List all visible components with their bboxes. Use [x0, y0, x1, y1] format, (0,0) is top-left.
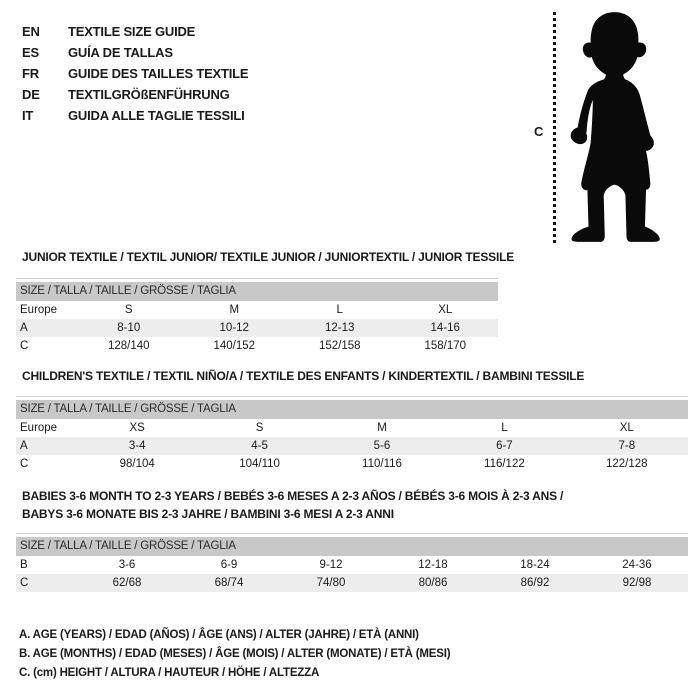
age-cell: 18-24: [520, 559, 550, 571]
lang-label: GUÍA DE TALLAS: [68, 45, 173, 60]
height-cell: 110/116: [362, 458, 402, 470]
age-cell: 12-13: [325, 322, 355, 334]
height-cell: 92/98: [622, 577, 652, 589]
lang-code: IT: [22, 108, 34, 123]
age-cell: 14-16: [430, 322, 460, 334]
height-measure-label: C: [534, 124, 544, 139]
height-cell: 152/158: [318, 340, 361, 352]
lang-row-fr: [22, 63, 248, 84]
height-measure-dashed-line: [553, 12, 556, 244]
lang-code: EN: [22, 24, 40, 39]
size-header-bar: SIZE / TALLA / TAILLE / GRÖSSE / TAGLIA: [16, 282, 498, 301]
height-cell: 98/104: [119, 458, 155, 470]
row-label: B: [20, 559, 28, 571]
age-cell: 8-10: [117, 322, 141, 334]
height-cell: 128/140: [107, 340, 150, 352]
children-size-table: [16, 396, 688, 473]
size-cell: XL: [619, 422, 634, 434]
age-cell: 6-7: [496, 440, 513, 452]
lang-label: GUIDE DES TAILLES TEXTILE: [68, 66, 249, 81]
row-label: Europe: [20, 422, 58, 434]
height-cell: 122/128: [606, 458, 648, 470]
footnote-b: B. AGE (MONTHS) / EDAD (MESES) / ÂGE (MOIS) / ALTER (MONATE) / ETÀ (MESI): [19, 648, 451, 660]
table-row-height: [16, 574, 688, 592]
table-row-height: [16, 337, 498, 355]
age-cell: 3-4: [128, 440, 146, 452]
size-cell: L: [336, 304, 343, 316]
lang-row-en: [22, 21, 248, 42]
height-cell: 80/86: [418, 577, 448, 589]
lang-label: TEXTILE SIZE GUIDE: [68, 24, 196, 39]
lang-code: FR: [22, 66, 39, 81]
row-label: Europe: [20, 304, 58, 316]
size-header-bar: SIZE / TALLA / TAILLE / GRÖSSE / TAGLIA: [16, 400, 688, 419]
table-row-height: [16, 455, 688, 473]
lang-code: DE: [22, 87, 40, 102]
height-cell: 68/74: [214, 577, 244, 589]
height-cell: 74/80: [316, 577, 346, 589]
table-row-age-months: [16, 556, 688, 574]
height-cell: 104/110: [239, 458, 280, 470]
section-title-junior: JUNIOR TEXTILE / TEXTIL JUNIOR/ TEXTILE JUNIOR / JUNIORTEXTIL / JUNIOR TESSILE: [22, 250, 515, 264]
size-header-bar: SIZE / TALLA / TAILLE / GRÖSSE / TAGLIA: [16, 537, 688, 556]
age-cell: 3-6: [118, 559, 136, 571]
age-cell: 4-5: [251, 440, 268, 452]
section-title-babies-line2: BABYS 3-6 MONATE BIS 2-3 JAHRE / BAMBINI 3-6 MESI A 2-3 ANNI: [22, 507, 394, 521]
footnotes: [19, 626, 450, 683]
babies-size-table: [16, 533, 688, 592]
table-top-rule: [16, 278, 498, 279]
lang-row-de: [22, 84, 248, 105]
size-cell: XS: [129, 422, 145, 434]
row-label: C: [20, 458, 29, 470]
size-cell: S: [124, 304, 133, 316]
section-title-babies-line1: BABIES 3-6 MONTH TO 2-3 YEARS / BEBÉS 3-6 MESES A 2-3 AÑOS / BÉBÉS 3-6 MOIS À 2-3 ANS /: [22, 489, 564, 503]
row-label: A: [20, 440, 28, 452]
age-cell: 24-36: [622, 559, 652, 571]
height-cell: 86/92: [520, 577, 550, 589]
size-cell: S: [255, 422, 264, 434]
lang-row-es: [22, 42, 248, 63]
age-cell: 5-6: [373, 440, 391, 452]
section-title-children: CHILDREN'S TEXTILE / TEXTIL NIÑO/A / TEXTILE DES ENFANTS / KINDERTEXTIL / BAMBINI TESSILE: [22, 369, 585, 383]
footnote-a: A. AGE (YEARS) / EDAD (AÑOS) / ÂGE (ANS) / ALTER (JAHRE) / ETÀ (ANNI): [19, 629, 419, 641]
table-row-europe: [16, 301, 498, 319]
row-label: C: [20, 577, 29, 589]
size-cell: M: [377, 422, 387, 434]
height-cell: 140/152: [213, 340, 256, 352]
table-top-rule: [16, 533, 688, 534]
table-row-age: [16, 437, 688, 455]
row-label: A: [20, 322, 28, 334]
size-cell: XL: [438, 304, 453, 316]
lang-row-it: [22, 105, 248, 126]
footnote-c: C. (cm) HEIGHT / ALTURA / HAUTEUR / HÖHE / ALTEZZA: [19, 667, 320, 679]
age-cell: 9-12: [319, 559, 343, 571]
lang-label: TEXTILGRÖßENFÜHRUNG: [68, 87, 230, 102]
age-cell: 12-18: [418, 559, 448, 571]
age-cell: 10-12: [219, 322, 249, 334]
table-top-rule: [16, 396, 688, 397]
row-label: C: [20, 340, 29, 352]
age-cell: 7-8: [618, 440, 636, 452]
junior-size-table: [16, 278, 498, 355]
table-row-europe: [16, 419, 688, 437]
age-cell: 6-9: [220, 559, 238, 571]
height-cell: 116/122: [484, 458, 525, 470]
table-row-age: [16, 319, 498, 337]
height-cell: 158/170: [424, 340, 467, 352]
toddler-silhouette-image: [557, 9, 671, 249]
lang-label: GUIDA ALLE TAGLIE TESSILI: [68, 108, 245, 123]
lang-code: ES: [22, 45, 39, 60]
size-cell: L: [501, 422, 508, 434]
language-title-list: [22, 21, 248, 126]
size-cell: M: [229, 304, 240, 316]
height-cell: 62/68: [112, 577, 142, 589]
